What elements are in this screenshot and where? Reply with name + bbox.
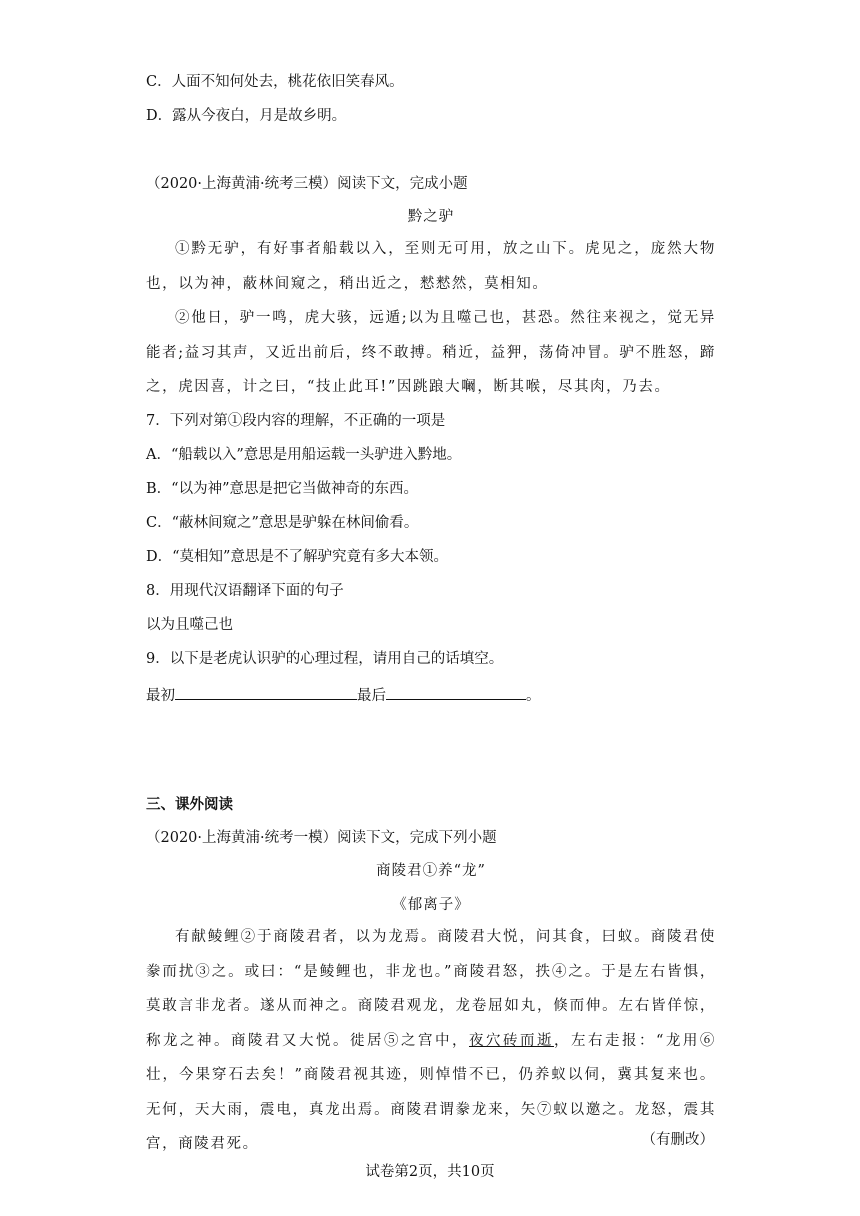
page-footer: 试卷第2页，共10页 — [365, 1164, 495, 1180]
question-8-sentence: 以为且噬己也 — [146, 617, 233, 633]
section1-title: 黔之驴 — [407, 209, 455, 225]
section2-paragraph — [146, 920, 716, 1162]
question-8: 8．用现代汉语翻译下面的句子 — [146, 583, 344, 599]
question-9: 9．以下是老虎认识驴的心理过程，请用自己的话填空。 — [146, 651, 504, 667]
question-9-end-mark: 。 — [526, 688, 541, 704]
question-9-fill-line — [146, 683, 541, 706]
question-7-option-a: A．“船载以入”意思是用船运载一头驴进入黔地。 — [146, 447, 462, 463]
section1-source: （2020·上海黄浦·统考三模）阅读下文，完成小题 — [146, 176, 468, 192]
passage-paragraph-2: ②他日，驴一鸣，虎大骇，远遁;以为且噬己也，甚恐。然往来视之，觉无异能者;益习其声，又近出前后，终不敢搏。稍近，益狎，荡倚冲冒。驴不胜怒，蹄之，虎因喜，计之曰，“技止此耳!”因跳踉大㘎，断其喉，尽其肉，乃去。 — [146, 310, 716, 395]
passage-paragraph-1: ①黔无驴，有好事者船载以入，至则无可用，放之山下。虎见之，庞然大物也，以为神，蔽林间窥之，稍出近之，慭慭然，莫相知。 — [146, 241, 716, 292]
section2-heading: 三、课外阅读 — [146, 796, 233, 813]
question-9-first-label: 最初 — [146, 688, 175, 704]
answer-blank-first[interactable] — [175, 683, 357, 700]
section2-title: 商陵君①养“龙” — [376, 863, 486, 879]
question-7-option-b: B．“以为神”意思是把它当做神奇的东西。 — [146, 481, 418, 497]
abridged-note: （有删改） — [641, 1132, 714, 1148]
answer-blank-last[interactable] — [386, 683, 526, 700]
question-7: 7．下列对第①段内容的理解，不正确的一项是 — [146, 413, 446, 429]
section1-passage — [146, 232, 716, 405]
underlined-phrase: 夜穴砖而逝 — [468, 1032, 554, 1049]
section2-passage — [146, 920, 716, 1162]
section2-paragraph-part-b: ，左右走报：“龙用⑥壮，今果穿石去矣！”商陵君视其迹，则悼惜不已，仍养蚁以伺，冀其复来也。无何，天大雨，震电，真龙出焉。商陵君谓豢龙来，矢⑦蚁以邀之。龙怒，震其宫，商陵君死。 — [146, 1032, 716, 1152]
section2-paragraph-part-a: 有献鲮鲤②于商陵君者，以为龙焉。商陵君大悦，问其食，曰蚁。商陵君使豢而扰③之。或曰：“是鲮鲤也，非龙也。”商陵君怒，抶④之。于是左右皆惧，莫敢言非龙者。遂从而神之。商陵君观龙，龙卷屈如丸，倏而伸。左右皆佯惊，称龙之神。商陵君又大悦。徙居⑤之宫中， — [146, 929, 716, 1049]
option-c-previous: C．人面不知何处去，桃花依旧笑春风。 — [146, 74, 404, 90]
question-9-last-label: 最后 — [357, 688, 386, 704]
question-7-option-c: C．“蔽林间窥之”意思是驴躲在林间偷看。 — [146, 515, 419, 531]
option-d-previous: D．露从今夜白，月是故乡明。 — [146, 108, 347, 124]
question-7-option-d: D．“莫相知”意思是不了解驴究竟有多大本领。 — [146, 549, 448, 565]
section2-source: （2020·上海黄浦·统考一模）阅读下文，完成下列小题 — [146, 830, 497, 846]
section2-book: 《郁离子》 — [392, 897, 470, 913]
